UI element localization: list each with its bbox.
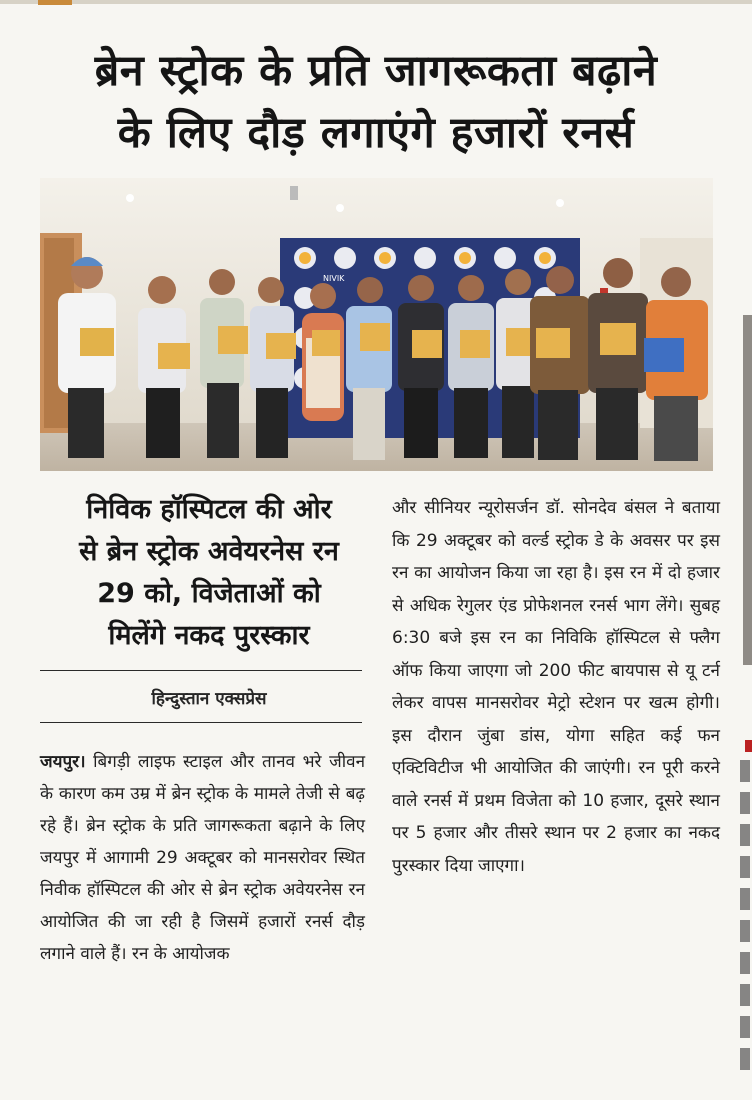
dateline: जयपुर।: [40, 752, 86, 772]
rule-above-source: [40, 670, 362, 671]
subheadline-line-1: निविक हॉस्पिटल की ओर: [86, 494, 332, 525]
article-column-right: और सीनियर न्यूरोसर्जन डॉ. सोनदेव बंसल ने बताया कि 29 अक्टूबर को वर्ल्ड स्ट्रोक डे के अवसर पर इस रन का आयोजन किया जा रहा है। इस रन में दो हजार से अधिक रेगुलर एंड प्रोफेशनल रनर्स भाग लेंगे। सुबह 6:30 बजे इस रन का निविकि हॉस्पिटल से फ्लैग ऑफ किया जाएगा जो 200 फीट बायपास से यू टर्न लेकर वापस मानसरोवर मेट्रो स्टेशन पर खत्म होगी। इस दौरान जुंबा डांस, योगा सहित कई फन एक्टिविटीज भी आयोजित की जाएंगी। रन पूरी करने वाले रनर्स में प्रथम विजेता को 10 हजार, दूसरे स्थान पर 5 हजार और तीसरे स्थान पर 2 हजार का नकद पुरस्कार दिया जाएगा।: [392, 498, 720, 876]
adjacent-column-fragment: [736, 760, 752, 1100]
top-rule: [0, 0, 752, 4]
article-text-left: बिगड़ी लाइफ स्टाइल और तानव भरे जीवन के कारण कम उम्र में ब्रेन स्ट्रोक के मामले तेजी से बढ़ रहे हैं। ब्रेन स्ट्रोक के प्रति जागरूकता बढ़ाने के लिए जयपुर में आगामी 29 अक्टूबर को मानसरोवर स्थित निवीक हॉस्पिटल की ओर से ब्रेन स्ट्रोक अवेयरनेस रन आयोजित की जा रही है जिसमें हजारों रनर्स दौड़ लगाने वाले हैं। रन के आयोजक: [40, 752, 366, 964]
headline-line-1: ब्रेन स्ट्रोक के प्रति जागरूकता बढ़ाने: [94, 46, 658, 96]
adjacent-clipping-edge: [743, 315, 752, 665]
adjacent-clipping-mark: [745, 740, 752, 752]
subheadline-line-3: 29 को, विजेताओं को: [97, 578, 321, 609]
banner-text: NIVIK: [323, 274, 345, 283]
subheadline-line-2: से ब्रेन स्ट्रोक अवेयरनेस रन: [79, 536, 339, 567]
photo-illustration: [40, 178, 713, 471]
article-column-left: [40, 746, 365, 970]
top-accent-mark: [38, 0, 72, 5]
headline-line-2: के लिए दौड़ लगाएंगे हजारों रनर्स: [117, 108, 635, 158]
headline: [20, 40, 732, 164]
subheadline-line-4: मिलेंगे नकद पुरस्कार: [108, 620, 310, 651]
source-credit: हिन्दुस्तान एक्सप्रेस: [151, 689, 267, 709]
subheadline: [44, 489, 374, 657]
rule-below-source: [40, 722, 362, 723]
news-photo: [40, 178, 713, 471]
